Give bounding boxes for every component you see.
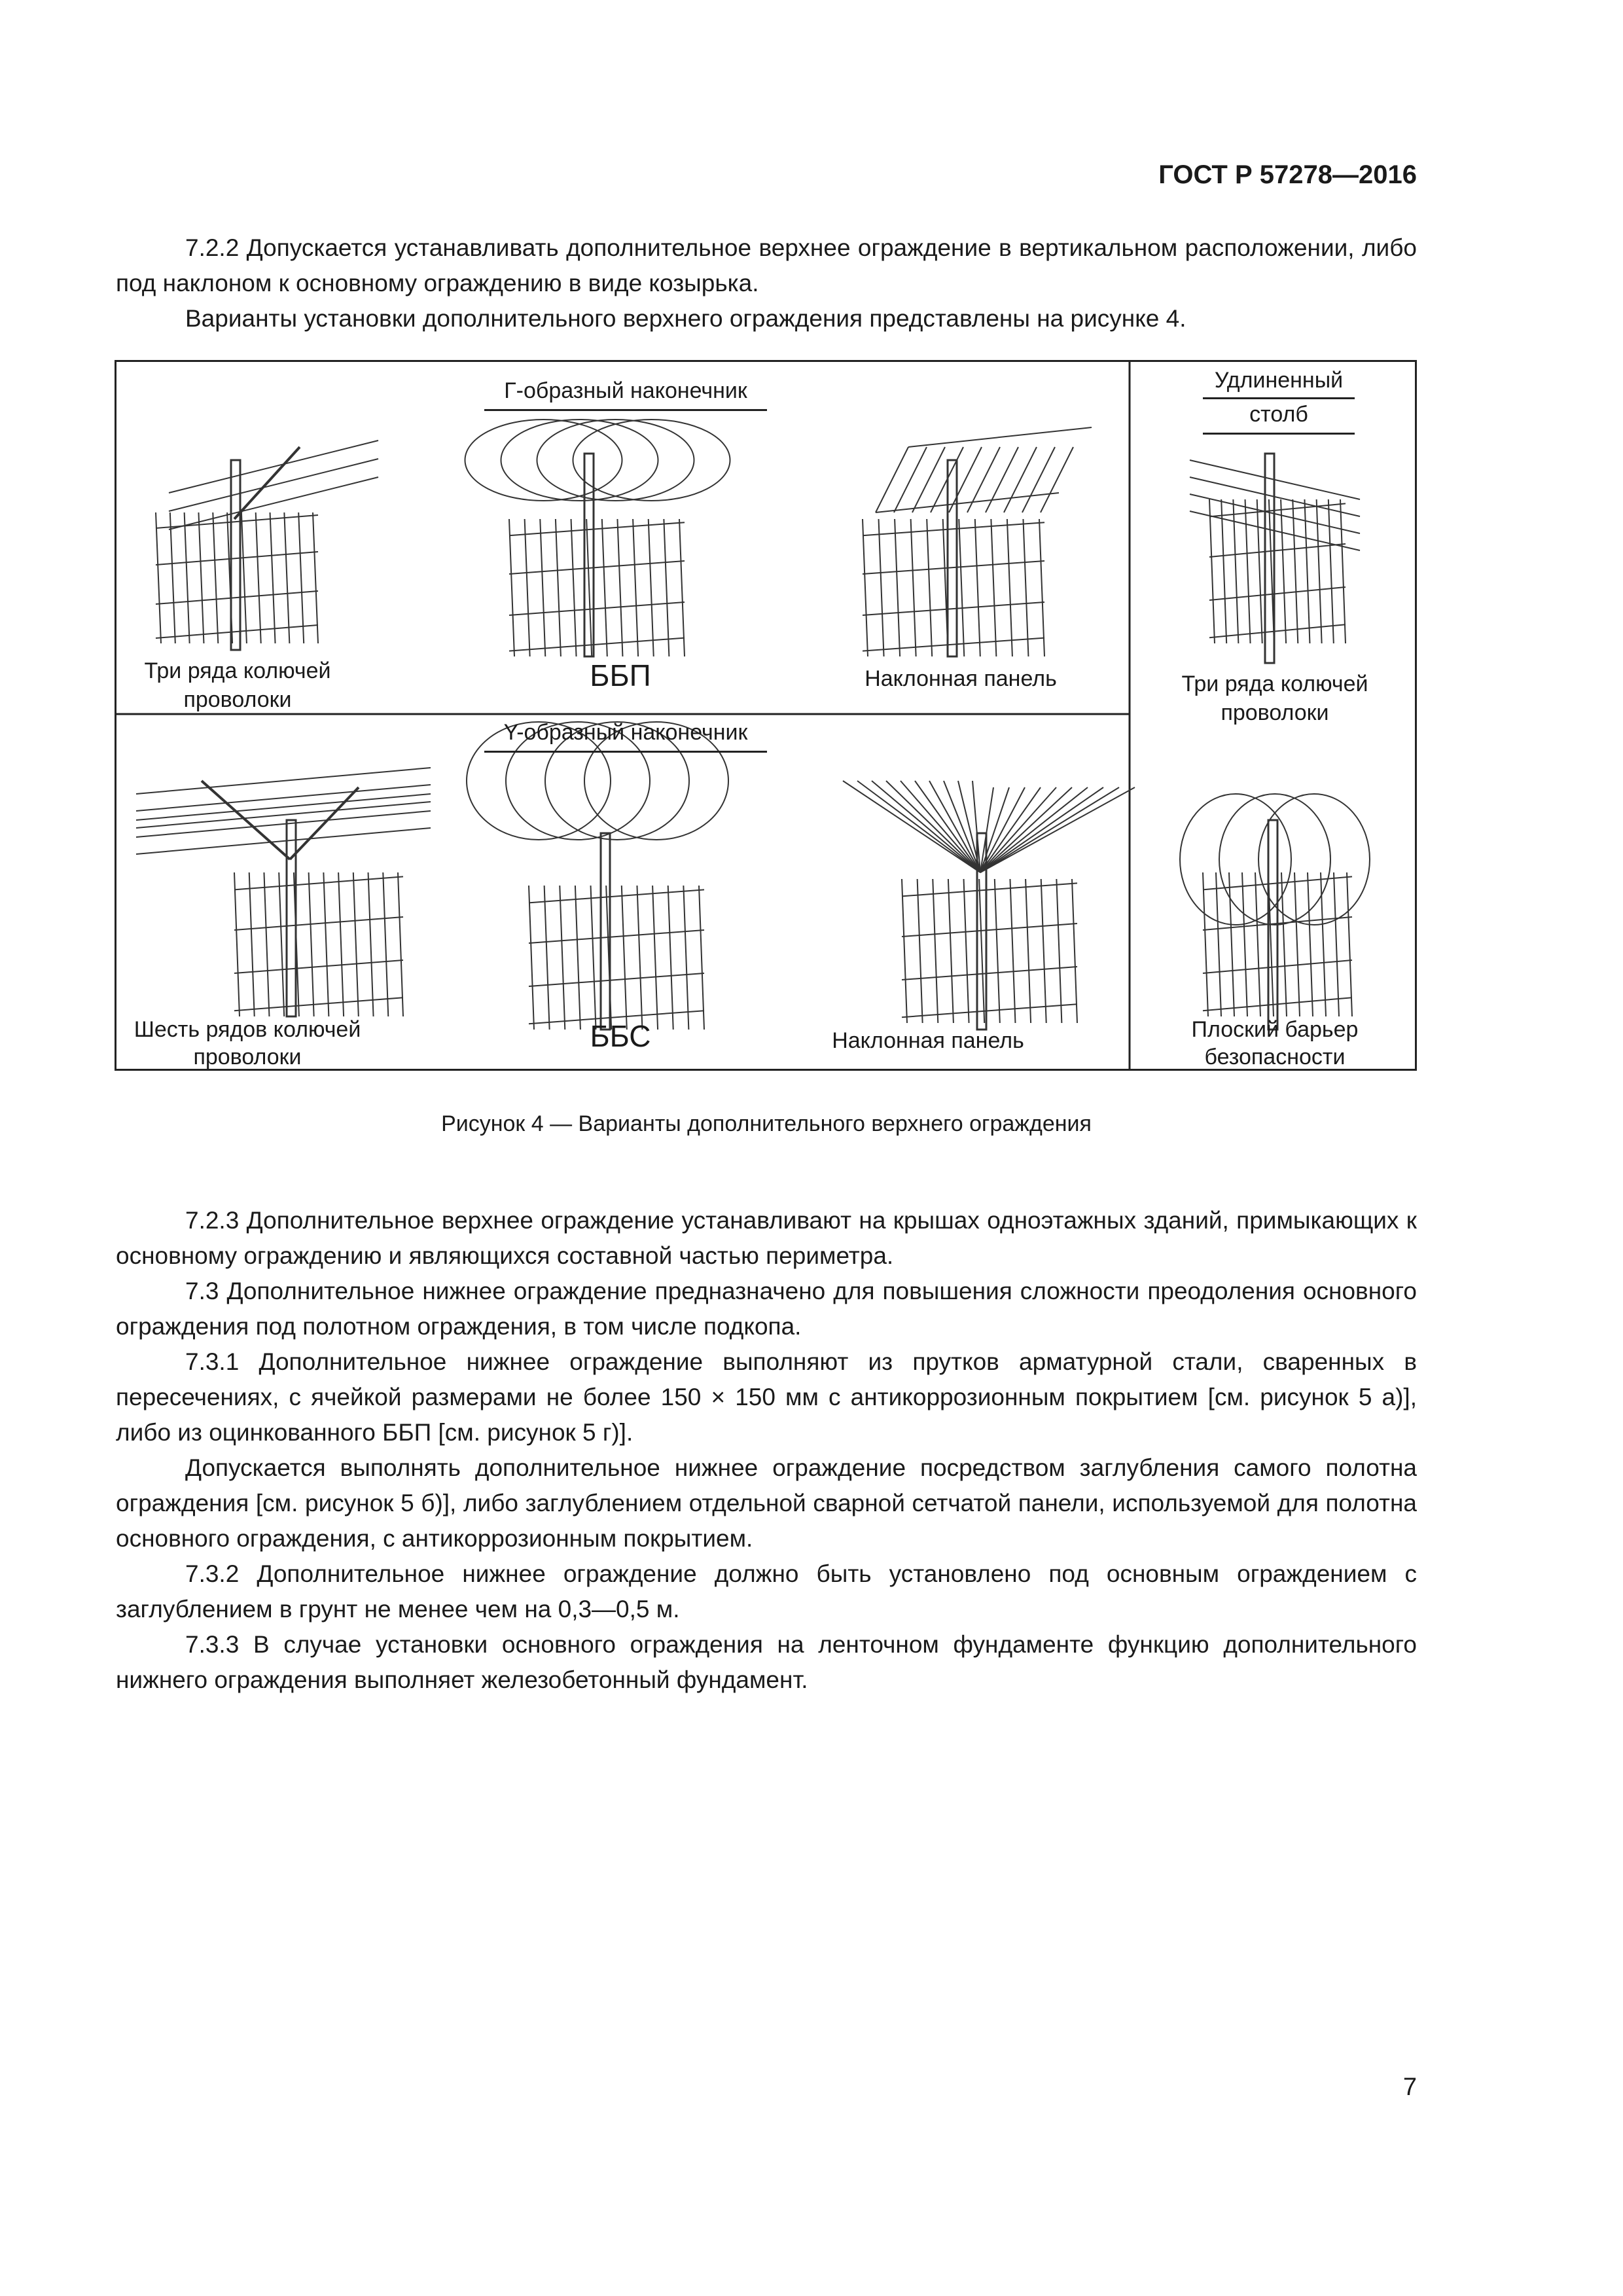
figure-right-group-title-line1: Удлиненный bbox=[1214, 368, 1344, 393]
inclined-panel-bar bbox=[894, 447, 927, 512]
fence-post bbox=[231, 460, 240, 650]
label-bottom-mid: ББС bbox=[590, 1019, 651, 1053]
inclined-panel-bar bbox=[929, 781, 980, 872]
paragraph-7-2-3: 7.2.3 Дополнительное верхнее ограждение устанавливают на крышах одноэтажных зданий, примыкающих к основному ограждению и являющихся составной частью периметра. bbox=[116, 1207, 1417, 1269]
fence-panel bbox=[156, 512, 318, 643]
inclined-panel-bar bbox=[912, 447, 945, 512]
label-right-top-line1: Три ряда колючей bbox=[1181, 672, 1368, 696]
figure-4 bbox=[115, 360, 1417, 1071]
paragraph-7-3-1-addendum: Допускается выполнять дополнительное нижнее ограждение посредством заглубления самого полотна ограждения [см. рисунок 5 б)], либо заглублением отдельной сварной сетчатой панели, используемой для полотна основного ограждения, с антикоррозионным покрытием. bbox=[116, 1454, 1417, 1552]
fence-post bbox=[948, 460, 957, 656]
label-right-bottom-line2: безопасности bbox=[1204, 1045, 1346, 1069]
razor-coil bbox=[501, 420, 658, 501]
label-bottom-right: Наклонная панель bbox=[832, 1028, 1024, 1053]
figure-right-group-title-line2: столб bbox=[1203, 400, 1355, 435]
figure-bottom-group-title: Y-образный наконечник bbox=[484, 718, 767, 753]
label-top-left-line2: проволоки bbox=[183, 687, 292, 712]
document-header: ГОСТ Р 57278—2016 bbox=[1158, 160, 1417, 189]
inclined-panel-bar bbox=[1004, 447, 1037, 512]
fence-post bbox=[287, 820, 296, 1016]
bracket-arm bbox=[234, 447, 300, 519]
inclined-panel-bar bbox=[908, 427, 1092, 447]
inclined-panel-bar bbox=[876, 493, 1059, 512]
paragraph-7-3-2: 7.3.2 Дополнительное нижнее ограждение должно быть установлено под основным ограждением с заглублением в грунт не менее чем на 0,3—0,5 м. bbox=[116, 1560, 1417, 1623]
inclined-panel-bar bbox=[980, 787, 1041, 872]
figure-top-group-title: Г-образный наконечник bbox=[484, 376, 767, 411]
inclined-panel-bar bbox=[886, 781, 980, 872]
fence-panel bbox=[509, 519, 685, 656]
right-title-divider bbox=[1203, 397, 1355, 399]
inclined-panel-bar bbox=[980, 787, 1103, 872]
label-top-mid: ББП bbox=[590, 658, 651, 692]
label-bottom-left-line2: проволоки bbox=[193, 1045, 302, 1069]
inclined-panel-bar bbox=[872, 781, 980, 872]
barbed-wire bbox=[136, 768, 431, 794]
inclined-panel-bar bbox=[1022, 447, 1055, 512]
paragraph-7-3: 7.3 Дополнительное нижнее ограждение предназначено для повышения сложности преодоления основного ограждения под полотном ограждения, в том числе подкопа. bbox=[116, 1278, 1417, 1340]
label-top-left-line1: Три ряда колючей bbox=[144, 658, 331, 683]
fence-panel bbox=[902, 879, 1077, 1023]
fence-panel bbox=[529, 886, 704, 1030]
label-top-right: Наклонная панель bbox=[865, 666, 1057, 691]
inclined-panel-bar bbox=[986, 447, 1018, 512]
intro-text bbox=[116, 230, 1417, 336]
razor-coil bbox=[537, 420, 694, 501]
paragraph-figure-reference: Варианты установки дополнительного верхнего ограждения представлены на рисунке 4. bbox=[185, 305, 1186, 332]
paragraph-7-3-1: 7.3.1 Дополнительное нижнее ограждение выполняют из прутков арматурной стали, сваренных в пересечениях, с ячейкой размерами не более 150 × 150 мм с антикоррозионным покрытием [см. рисунок 5 а)], либо из оцинкованного ББП [см. рисунок 5 г)]. bbox=[116, 1348, 1417, 1446]
paragraph-7-3-3: 7.3.3 В случае установки основного ограждения на ленточном фундаменте функцию дополнительного нижнего ограждения выполняет железобетонный фундамент. bbox=[116, 1631, 1417, 1693]
razor-coil bbox=[573, 420, 730, 501]
paragraph-7-2-2: 7.2.2 Допускается устанавливать дополнительное верхнее ограждение в вертикальном расположении, либо под наклоном к основному ограждению в виде козырька. bbox=[116, 234, 1417, 296]
fence-post bbox=[601, 833, 610, 1030]
barbed-wire bbox=[136, 828, 431, 854]
label-right-bottom-line1: Плоский барьер bbox=[1191, 1017, 1359, 1042]
fence-panel bbox=[863, 519, 1044, 656]
figure-caption: Рисунок 4 — Варианты дополнительного верхнего ограждения bbox=[441, 1111, 1092, 1136]
page-number: 7 bbox=[1402, 2073, 1417, 2101]
inclined-panel-bar bbox=[876, 447, 908, 512]
inclined-panel-bar bbox=[915, 781, 980, 872]
label-right-top-line2: проволоки bbox=[1221, 700, 1329, 725]
inclined-panel-bar bbox=[1041, 447, 1073, 512]
fence-panel bbox=[234, 872, 403, 1016]
razor-coil bbox=[465, 420, 622, 501]
label-bottom-left-line1: Шесть рядов колючей bbox=[134, 1017, 361, 1042]
bracket-arm bbox=[290, 787, 359, 859]
inclined-panel-bar bbox=[980, 787, 1088, 872]
body-text bbox=[116, 1203, 1417, 1698]
inclined-panel-bar bbox=[980, 787, 1119, 872]
